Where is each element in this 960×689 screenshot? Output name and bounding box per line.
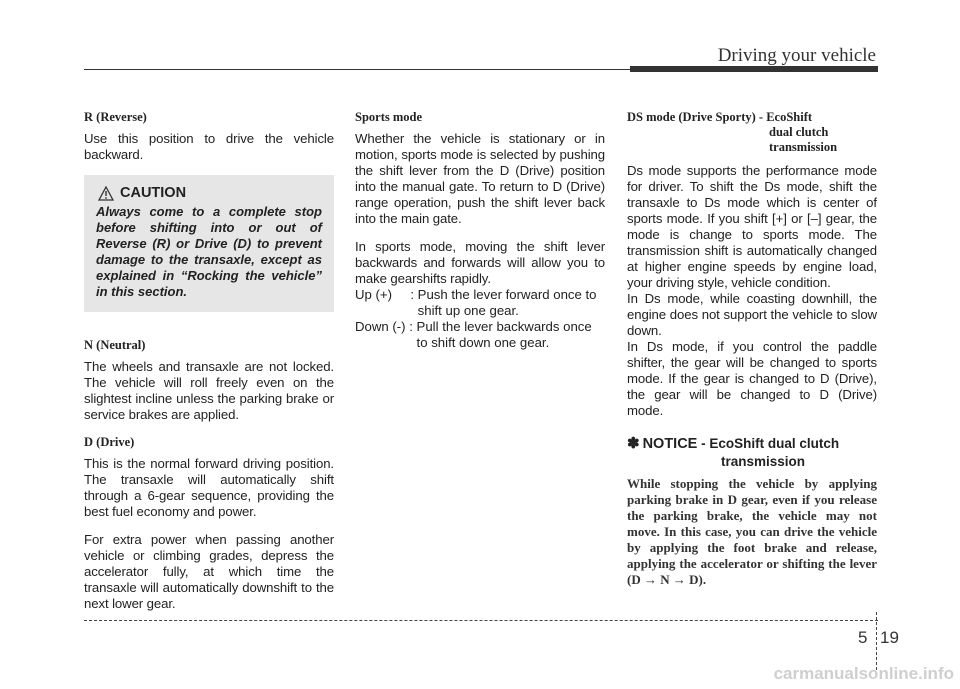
- ds-mode-text-2: In Ds mode, while coasting downhill, the engine does not support the vehicle to slow down.: [627, 291, 877, 338]
- section-number: 5: [858, 628, 868, 647]
- notice-label: NOTICE: [642, 436, 698, 452]
- ds-mode-heading-line-3: transmission: [769, 140, 838, 154]
- shift-up-value: Push the lever forward once to shift up one gear.: [417, 287, 597, 318]
- ds-mode-heading-line-2: dual clutch: [769, 125, 829, 139]
- caution-box: [84, 175, 334, 312]
- notice-star-icon: ✽: [627, 435, 640, 452]
- neutral-heading: N (Neutral): [84, 338, 146, 352]
- drive-heading: D (Drive): [84, 435, 135, 449]
- shift-down-value: Pull the lever backwards once to shift down one gear.: [416, 319, 592, 350]
- column-2: [355, 110, 605, 351]
- shift-definitions: [355, 287, 605, 351]
- sports-mode-text-2: In sports mode, moving the shift lever backwards and forwards will allow you to make gearshifts rapidly.: [355, 239, 605, 286]
- caution-title: CAUTION: [120, 185, 187, 201]
- shift-down-key: Down (-) :: [355, 319, 417, 334]
- reverse-heading: R (Reverse): [84, 110, 147, 124]
- notice-subtitle-2: transmission: [721, 454, 806, 469]
- ds-mode-text-3: In Ds mode, if you control the paddle shifter, the gear will be changed to sports mode. If the gear is changed to D (Drive), the gear will be changed to D (Drive) mode.: [627, 339, 877, 418]
- notice-text: While stopping the vehicle by applying parking brake in D gear, even if you release the parking brake, the vehicle may not move. In this case, you can drive the vehicle by applying the foot brake and release, applying the accelerator or shifting the lever (D → N → D).: [627, 476, 877, 587]
- drive-text-1: This is the normal forward driving position. The transaxle will automatically shift through a 6-gear sequence, providing the best fuel economy and power.: [84, 456, 334, 519]
- ds-mode-heading: [627, 110, 877, 155]
- shift-down-row: [355, 319, 605, 351]
- notice-heading: [627, 435, 877, 470]
- sports-mode-heading: Sports mode: [355, 110, 423, 124]
- page-header-title: Driving your vehicle: [717, 45, 876, 66]
- warning-triangle-icon: [98, 186, 114, 201]
- footer-divider: [876, 612, 877, 670]
- caution-text: Always come to a complete stop before shifting into or out of Reverse (R) or Drive (D) to prevent damage to the transaxle, except as explained in “Rocking the vehicle” in this section.: [96, 204, 322, 299]
- sports-mode-text-1: Whether the vehicle is stationary or in motion, sports mode is selected by pushing the shift lever from the D (Drive) position into the manual gate. To return to D (Drive) range operation, push the shift lever back into the main gate.: [355, 131, 605, 226]
- ds-mode-text-1: Ds mode supports the performance mode for driver. To shift the Ds mode, shift the transaxle to Ds mode which is center of sports mode. If you shift [+] or [–] gear, the mode is change to sports mode. The transmission shift is automatically changed at higher engine speeds by engine load, your driving style, vehicle condition.: [627, 163, 877, 290]
- ds-mode-heading-line-1: DS mode (Drive Sporty) - EcoShift: [627, 110, 813, 124]
- column-3: [627, 110, 877, 588]
- header-rule-accent: [630, 66, 878, 72]
- neutral-text: The wheels and transaxle are not locked. The vehicle will roll freely even on the slightest incline unless the parking brake or service brakes are applied.: [84, 359, 334, 422]
- drive-text-2: For extra power when passing another vehicle or climbing grades, depress the accelerator fully, at which time the transaxle will automatically downshift to the next lower gear.: [84, 532, 334, 611]
- notice-subtitle-1: - EcoShift dual clutch: [697, 436, 840, 451]
- footer-rule: [84, 620, 878, 621]
- caution-header: [98, 185, 322, 201]
- column-1: [84, 110, 334, 624]
- reverse-text: Use this position to drive the vehicle backward.: [84, 131, 334, 162]
- shift-up-row: [355, 287, 605, 319]
- shift-up-key: Up (+) :: [355, 287, 418, 302]
- watermark: carmanualsonline.info: [773, 664, 954, 683]
- page-number: 19: [880, 628, 899, 647]
